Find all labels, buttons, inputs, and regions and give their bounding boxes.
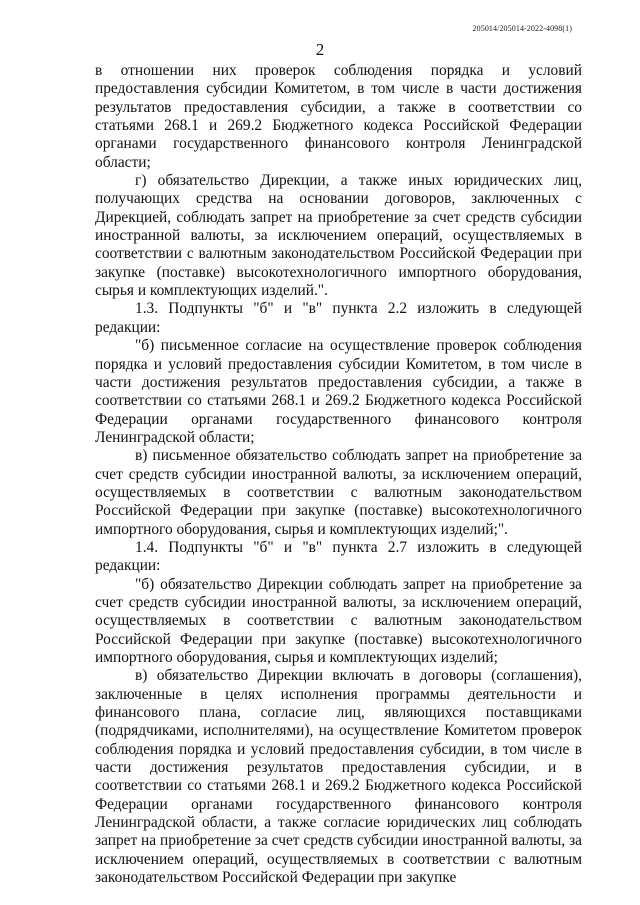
paragraph-1-4-v: в) обязательство Дирекции включать в договоры (соглашения), заключенные в целях исполнения программы деятельности и финансового плана, согласие лиц, являющихся поставщиками (подрядчиками, исполнителями), на осуществление Комитетом проверок соблюдения порядка и условий предоставления субсидии, в том числе в части достижения результатов предоставления субсидии, и в соответствии со статьями 268.1 и 269.2 Бюджетного кодекса Российской Федерации органами государственного финансового контроля Ленинградской области, а также согласие юридических лиц соблюдать запрет на приобретение за счет средств субсидии иностранной валюты, за исключением операций, осуществляемых в соответствии с валютным законодательством Российской Федерации при закупке <box>95 667 582 887</box>
paragraph-1-4-b: "б) обязательство Дирекции соблюдать запрет на приобретение за счет средств субсидии иностранной валюты, за исключением операций, осуществляемых в соответствии с валютным законодательством Российской Федерации при закупке (поставке) высокотехнологичного импортного оборудования, сырья и комплектующих изделий; <box>95 575 582 666</box>
paragraph-1-3: 1.3. Подпункты "б" и "в" пункта 2.2 изложить в следующей редакции: <box>95 300 582 336</box>
paragraph-1-4: 1.4. Подпункты "б" и "в" пункта 2.7 изложить в следующей редакции: <box>95 538 582 575</box>
paragraph-item-g: г) обязательство Дирекции, а также иных юридических лиц, получающих средства на основании договоров, заключенных с Дирекцией, соблюдать запрет на приобретение за счет средств субсидии иностранной валюты, за исключением операций, осуществляемых в соответствии с валютным законодательством Российской Федерации при закупке (поставке) высокотехнологичного импортного оборудования, сырья и комплектующих изделий.". <box>95 172 582 300</box>
paragraph-continuation: в отношении них проверок соблюдения порядка и условий предоставления субсидии Комитетом, в том числе в части достижения результатов предоставления субсидии, а также в соответствии со статьями 268.1 и 269.2 Бюджетного кодекса Российской Федерации органами государственного финансового контроля Ленинградской области; <box>95 62 582 171</box>
page-number: 2 <box>315 40 325 59</box>
document-body <box>95 62 582 887</box>
document-id: 205014/205014-2022-4098(1) <box>472 24 572 33</box>
paragraph-1-3-v: в) письменное обязательство соблюдать запрет на приобретение за счет средств субсидии иностранной валюты, за исключением операций, осуществляемых в соответствии с валютным законодательством Российской Федерации при закупке (поставке) высокотехнологичного импортного оборудования, сырья и комплектующих изделий;". <box>95 447 582 538</box>
paragraph-1-3-b: "б) письменное согласие на осуществление проверок соблюдения порядка и условий предоставления субсидии Комитетом, в том числе в части достижения результатов предоставления субсидии, а также в соответствии со статьями 268.1 и 269.2 Бюджетного кодекса Российской Федерации органами государственного финансового контроля Ленинградской области; <box>95 337 582 446</box>
